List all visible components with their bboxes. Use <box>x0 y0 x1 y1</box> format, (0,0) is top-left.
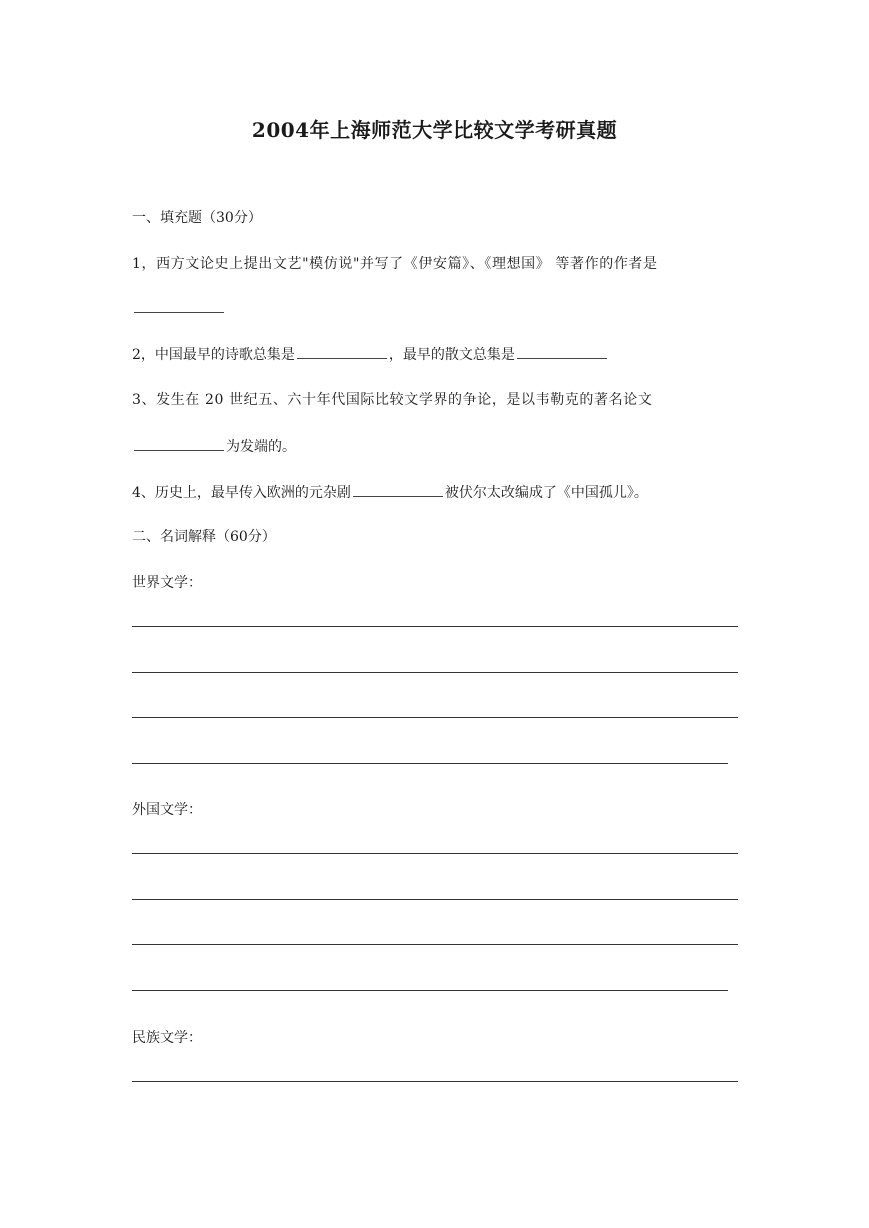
question-1-text: 1，西方文论史上提出文艺"模仿说"并写了《伊安篇》、《理想国》 等著作的作者是 <box>132 256 658 272</box>
answer-blank[interactable] <box>353 482 443 497</box>
question-4-part2: 被伏尔太改编成了《中国孤儿》。 <box>444 485 648 501</box>
answer-line[interactable] <box>132 763 728 764</box>
question-3 <box>132 390 738 410</box>
question-4-part1: 4、历史上，最早传入欧洲的元杂剧 <box>132 485 351 501</box>
question-1-answer[interactable] <box>132 298 226 319</box>
page-title: 2004年上海师范大学比较文学考研真题 <box>251 118 618 142</box>
question-2 <box>132 344 609 365</box>
term-world-literature-label: 世界文学： <box>132 575 202 591</box>
answer-blank[interactable] <box>517 344 607 359</box>
answer-line[interactable] <box>132 672 738 673</box>
term-foreign-literature-label: 外国文学： <box>132 802 202 818</box>
answer-line[interactable] <box>132 1081 738 1082</box>
answer-line[interactable] <box>132 626 738 627</box>
answer-line[interactable] <box>132 899 738 900</box>
answer-blank[interactable] <box>134 436 224 451</box>
question-1 <box>132 254 738 274</box>
question-3-cont <box>132 436 296 457</box>
answer-line[interactable] <box>132 990 728 991</box>
answer-line[interactable] <box>132 853 738 854</box>
answer-line[interactable] <box>132 944 738 945</box>
answer-blank[interactable] <box>297 344 387 359</box>
section-heading-fill-in: 一、填充题（30分） <box>132 210 262 226</box>
question-2-part2: ，最早的散文总集是 <box>388 347 515 363</box>
answer-blank[interactable] <box>134 298 224 313</box>
answer-line[interactable] <box>132 717 738 718</box>
section-heading-definitions: 二、名词解释（60分） <box>132 529 276 545</box>
question-3-line1: 3、发生在 20 世纪五、六十年代国际比较文学界的争论，是以韦勒克的著名论文 <box>132 392 653 408</box>
question-2-part1: 2，中国最早的诗歌总集是 <box>132 347 295 363</box>
question-3-line2: 为发端的。 <box>226 439 296 455</box>
term-national-literature-label: 民族文学： <box>132 1030 202 1046</box>
question-4 <box>132 482 648 503</box>
